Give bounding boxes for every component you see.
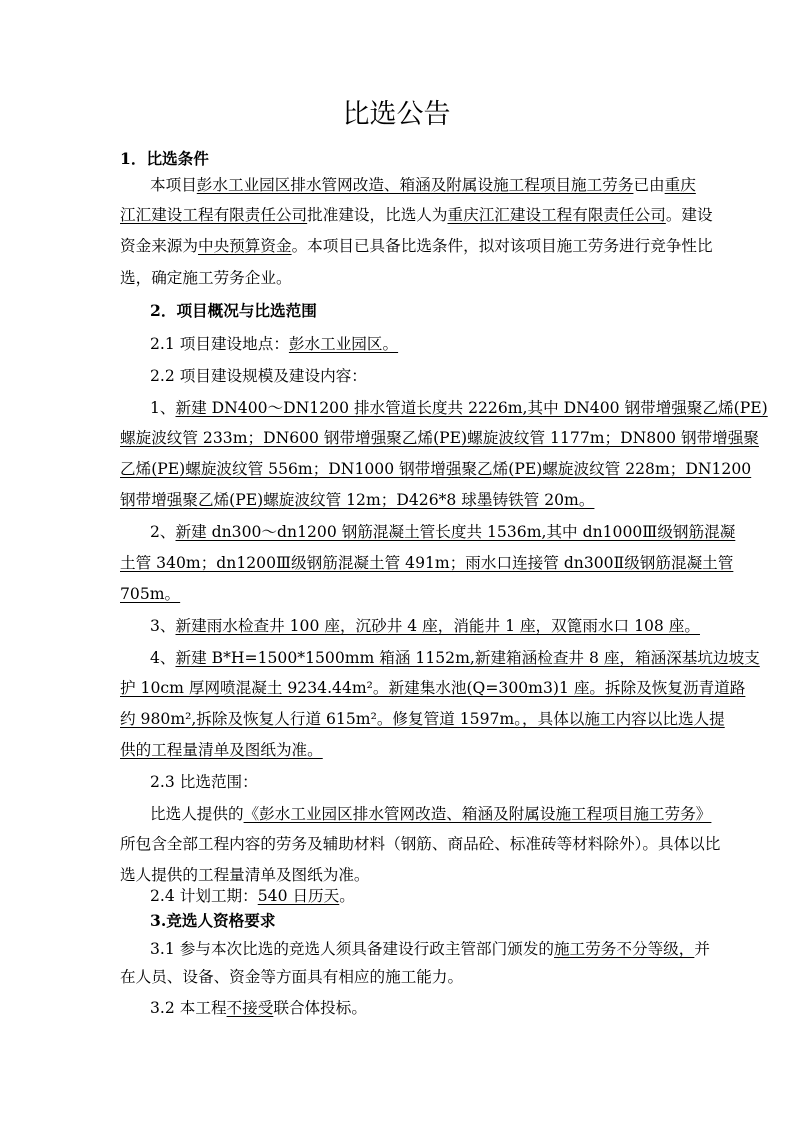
text: 并 [694, 940, 710, 958]
duration: 540 日历天 [257, 887, 340, 905]
list-item-1-line: 钢带增强聚乙烯(PE)螺旋波纹管 12m；D426*8 球墨铸铁管 20m。 [120, 491, 595, 509]
text: 资金来源为 [120, 237, 198, 255]
paragraph-line: 2.2 项目建设规模及建设内容： [150, 367, 367, 385]
not-accepted: 不接受 [226, 999, 274, 1017]
paragraph-line: 选人提供的工程量清单及图纸为准。 [120, 866, 370, 884]
project-name: 彭水工业园区排水管网改造、箱涵及附属设施工程项目施工劳务 [196, 176, 634, 194]
approver-name: 重庆 [664, 176, 696, 194]
text: 比选人提供的 [150, 805, 244, 823]
paragraph-line [150, 886, 355, 906]
text: 2、 [150, 523, 176, 541]
text: 4、 [150, 649, 176, 667]
list-item-4-line: 供的工程量清单及图纸为准。 [120, 741, 323, 759]
paragraph-line: 选，确定施工劳务企业。 [120, 269, 292, 287]
text: 已由 [633, 176, 665, 194]
qualification: 施工劳务不分等级， [554, 940, 695, 958]
page-title: 比选公告 [342, 99, 451, 130]
funding-source: 中央预算资金 [197, 237, 292, 255]
paragraph-line: 在人员、设备、资金等方面具有相应的施工能力。 [120, 968, 464, 986]
project-name: 《彭水工业园区排水管网改造、箱涵及附属设施工程项目施工劳务》 [243, 805, 712, 823]
text: 3.2 本工程 [150, 999, 227, 1017]
text: 批准建设，比选人为 [307, 206, 448, 224]
list-item-3-line [150, 616, 700, 636]
section-1-heading: 1．比选条件 [120, 149, 209, 168]
text: 新建 dn300～dn1200 钢筋混凝土管长度共 1536m,其中 dn1000Ⅲ级钢筋混凝 [175, 523, 736, 541]
text: 联合体投标。 [273, 999, 367, 1017]
text: 3.1 参与本次比选的竞选人须具备建设行政主管部门颁发的 [150, 940, 555, 958]
location: 彭水工业园区。 [288, 335, 399, 353]
list-item-2-line: 705m。 [120, 585, 181, 603]
list-item-4-line: 护 10cm 厚网喷混凝土 9234.44m²。新建集水池(Q=300m3)1 座。拆除及恢复沥青道路 [120, 679, 746, 697]
approver-name: 江汇建设工程有限责任公司 [120, 206, 308, 224]
text: 3、 [150, 617, 176, 635]
paragraph-line [150, 804, 711, 824]
text: 。本项目已具备比选条件，拟对该项目施工劳务进行竞争性比 [291, 237, 713, 255]
list-item-1-line [150, 398, 768, 418]
section-3-heading: 3.竞选人资格要求 [150, 911, 276, 930]
text: 新建 DN400～DN1200 排水管道长度共 2226m,其中 DN400 钢带增强聚乙烯(PE) [175, 399, 768, 417]
paragraph-line [150, 334, 398, 354]
paragraph-line [150, 939, 710, 959]
list-item-4-line [150, 648, 760, 668]
list-item-2-line: 土管 340m；dn1200Ⅲ级钢筋混凝土管 491m；雨水口连接管 dn300Ⅱ级钢筋混凝土管 [120, 554, 734, 572]
text: 本项目 [150, 176, 197, 194]
text: 2.1 项目建设地点： [150, 335, 289, 353]
text: 新建雨水检查井 100 座，沉砂井 4 座，消能井 1 座，双篦雨水口 108 座。 [175, 617, 700, 635]
list-item-4-line: 约 980m²,拆除及恢复人行道 615m²。修复管道 1597m。，具体以施工内容以比选人提 [120, 710, 725, 728]
tenderer-name: 重庆江汇建设工程有限责任公司 [447, 206, 666, 224]
paragraph-line: 所包含全部工程内容的劳务及辅助材料（钢筋、商品砼、标准砖等材料除外）。具体以比 [120, 835, 721, 853]
text: 。建设 [665, 206, 713, 224]
list-item-1-line: 螺旋波纹管 233m；DN600 钢带增强聚乙烯(PE)螺旋波纹管 1177m；DN800 钢带增强聚 [120, 429, 759, 447]
text: 2.4 计划工期： [150, 887, 258, 905]
section-2-heading: 2．项目概况与比选范围 [150, 301, 317, 320]
paragraph-line [150, 998, 367, 1018]
paragraph-line [150, 175, 696, 195]
list-item-1-line: 乙烯(PE)螺旋波纹管 556m；DN1000 钢带增强聚乙烯(PE)螺旋波纹管 228m；DN1200 [120, 460, 752, 478]
paragraph-line [120, 205, 713, 225]
text: 1、 [150, 399, 176, 417]
text: 。 [339, 887, 355, 905]
paragraph-line: 2.3 比选范围： [150, 773, 258, 791]
list-item-2-line [150, 522, 735, 542]
paragraph-line [120, 236, 713, 256]
text: 新建 B*H=1500*1500mm 箱涵 1152m,新建箱涵检查井 8 座，箱涵深基坑边坡支 [175, 649, 760, 667]
